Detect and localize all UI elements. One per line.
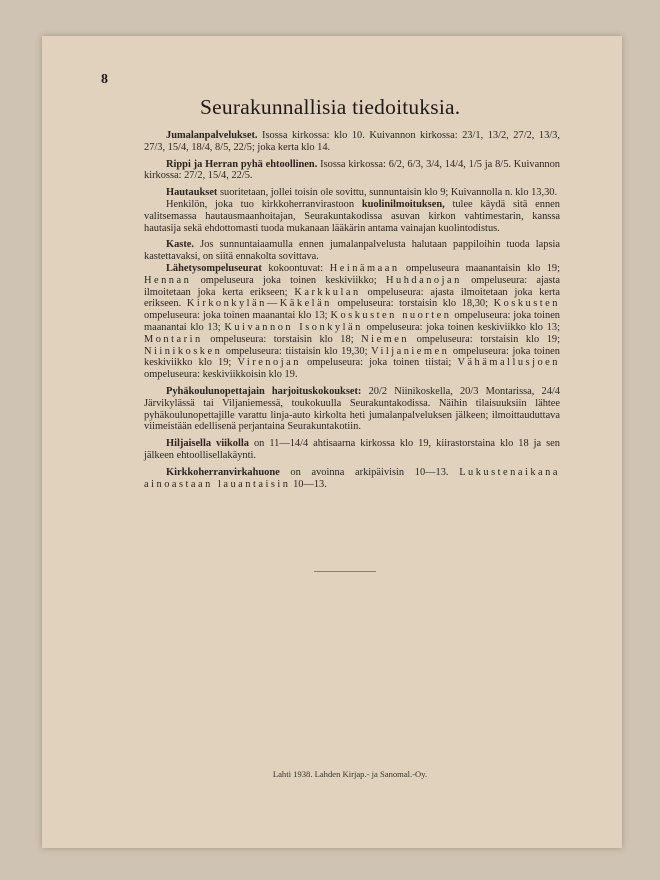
death-notice-bold: kuolinilmoituksen, [361,198,445,210]
printer-imprint: Lahti 1938. Lahden Kirjap.- ja Sanomal.-Oy. [272,769,428,779]
circle-text: ompeluseura: joka toinen maanantai klo 13; [144,310,560,333]
holy-week-text: on 11—14/4 ahtisaarna kirkossa klo 19, kiirastorstaina klo 18 ja sen jälkeen ehtoollisellakäynti. [144,438,560,461]
sunday-school-text: 20/2 Niinikoskella, 20/3 Montarissa, 24/4 Järvikylässä tai Viljaniemessä, toukokuulla Seurakuntakodissa. Näihin tilaisuuksiin lähtee pyhäkoulunopettajille varattu linja-auto kirkolta heti jumalanpalveluksen jälkeen; ilmoittauduttava viimeistään edellisenä perjantaina Seurakuntakotiin. [144,385,561,433]
circle-text: ompeluseura: joka toinen tiistai; [307,357,452,369]
circle-name: Virenojan [237,357,301,369]
circle-name: Koskusten nuorten [330,310,452,322]
page-number: 8 [101,72,108,87]
notice-body [144,130,560,495]
services-heading: Jumalanpalvelukset. [166,130,258,141]
office-hours-paragraph [144,467,560,491]
circle-text: ompeluseura: keskiviikkoisin klo 19. [144,369,298,381]
circle-text: ompeluseura: ajasta ilmoitetaan joka kerta erikseen. [144,286,560,310]
baptism-text: Jos sunnuntaiaamulla ennen jumalanpalvelusta halutaan pappiloihin tuoda lapsia kastettavaksi, on siitä ennakolta sovittava. [144,239,560,263]
sewing-circles-heading: Lähetysompeluseurat [166,262,262,274]
death-notice-text-before: Henkilön, joka tuo kirkkoherranvirastoon [166,198,355,210]
circle-name: Kirkonkylän—Käkelän [186,298,332,310]
funerals-text: suoritetaan, jollei toisin ole sovittu, sunnuntaisin klo 9; Kuivannolla n. klo 13,30. [220,187,558,199]
circle-text: ompeluseura maanantaisin klo 19; [406,262,560,274]
circle-name: Huhdanojan [386,274,462,286]
circle-text: ompeluseura: joka toinen maanantai klo 13; [144,310,328,322]
office-hours-text-end: 10—13. [293,478,327,490]
circle-name: Montarin [144,333,203,345]
services-paragraph [144,130,560,154]
circle-text: ompeluseura joka toinen keskiviikko; [200,274,377,286]
holy-week-paragraph [144,438,560,462]
death-notice-paragraph [144,199,560,234]
circle-text: ompeluseura: torstaisin klo 18,30; [337,298,488,310]
section-divider [314,571,376,572]
office-hours-text: on avoinna arkipäivisin 10—13. [290,466,449,478]
sunday-school-heading: Pyhäkoulunopettajain harjoituskokoukset: [166,385,362,397]
circle-name: Niinikosken [144,345,223,357]
circle-name: Viljaniemen [371,345,450,357]
sewing-circles-intro: kokoontuvat: [268,262,324,274]
circle-text: ompeluseura: joka toinen keskiviikko klo 13; [366,321,560,333]
communion-heading: Rippi ja Herran pyhä ehtoollinen. [166,158,318,170]
services-text: Isossa kirkossa: klo 10. Kuivannon kirkossa: 23/1, 13/2, 27/2, 13/3, 27/3, 15/4, 18/4, 8/5, 22/5; joka kerta klo 14. [144,130,560,153]
holy-week-heading: Hiljaisella viikolla [166,438,249,450]
communion-paragraph [144,159,560,183]
office-hours-spaced: Lukustenaikana ainoastaan lauantaisin [144,466,560,490]
circle-name: Vähämallusjoen [457,357,560,369]
office-hours-heading: Kirkkoherranvirkahuone [166,466,280,478]
circle-text: ompeluseura: joka toinen keskiviikko klo 19; [144,345,560,369]
circle-name: Niemen [361,333,410,345]
funerals-heading: Hautaukset [166,187,218,199]
circle-text: ompeluseura: tiistaisin klo 19,30; [225,345,368,357]
sewing-circles-paragraph [144,263,560,381]
circle-name: Hennan [144,274,192,286]
sunday-school-paragraph [144,386,560,433]
circle-name: Karkkulan [294,286,361,298]
circle-name: Koskusten [493,298,560,310]
funerals-paragraph [144,187,560,199]
circle-name: Heinämaan [329,262,400,274]
circle-text: ompeluseura: torstaisin klo 18; [210,333,354,345]
baptism-paragraph [144,239,560,263]
circle-text: ompeluseura: ajasta ilmoitetaan joka kerta erikseen; [144,274,561,298]
circle-text: ompeluseura: torstaisin klo 19; [416,333,560,345]
death-notice-text-after: tulee käydä sitä ennen valitsemassa hautausmaanhoitajan, Seurakuntakodissa asuvan kirkon vahtimestarin, kanssa hautasija sekä ehdottomasti tuoda mukanaan lääkärin antama vainajan kuolintodistus. [144,198,560,234]
page-title: Seurakunnallisia tiedoituksia. [200,95,461,119]
baptism-heading: Kaste. [166,239,194,251]
circle-name: Kuivannon Isonkylän [224,321,363,333]
communion-text: Isossa kirkossa: 6/2, 6/3, 3/4, 14/4, 1/5 ja 8/5. Kuivannon kirkossa: 27/2, 15/4, 22/5. [144,158,560,182]
